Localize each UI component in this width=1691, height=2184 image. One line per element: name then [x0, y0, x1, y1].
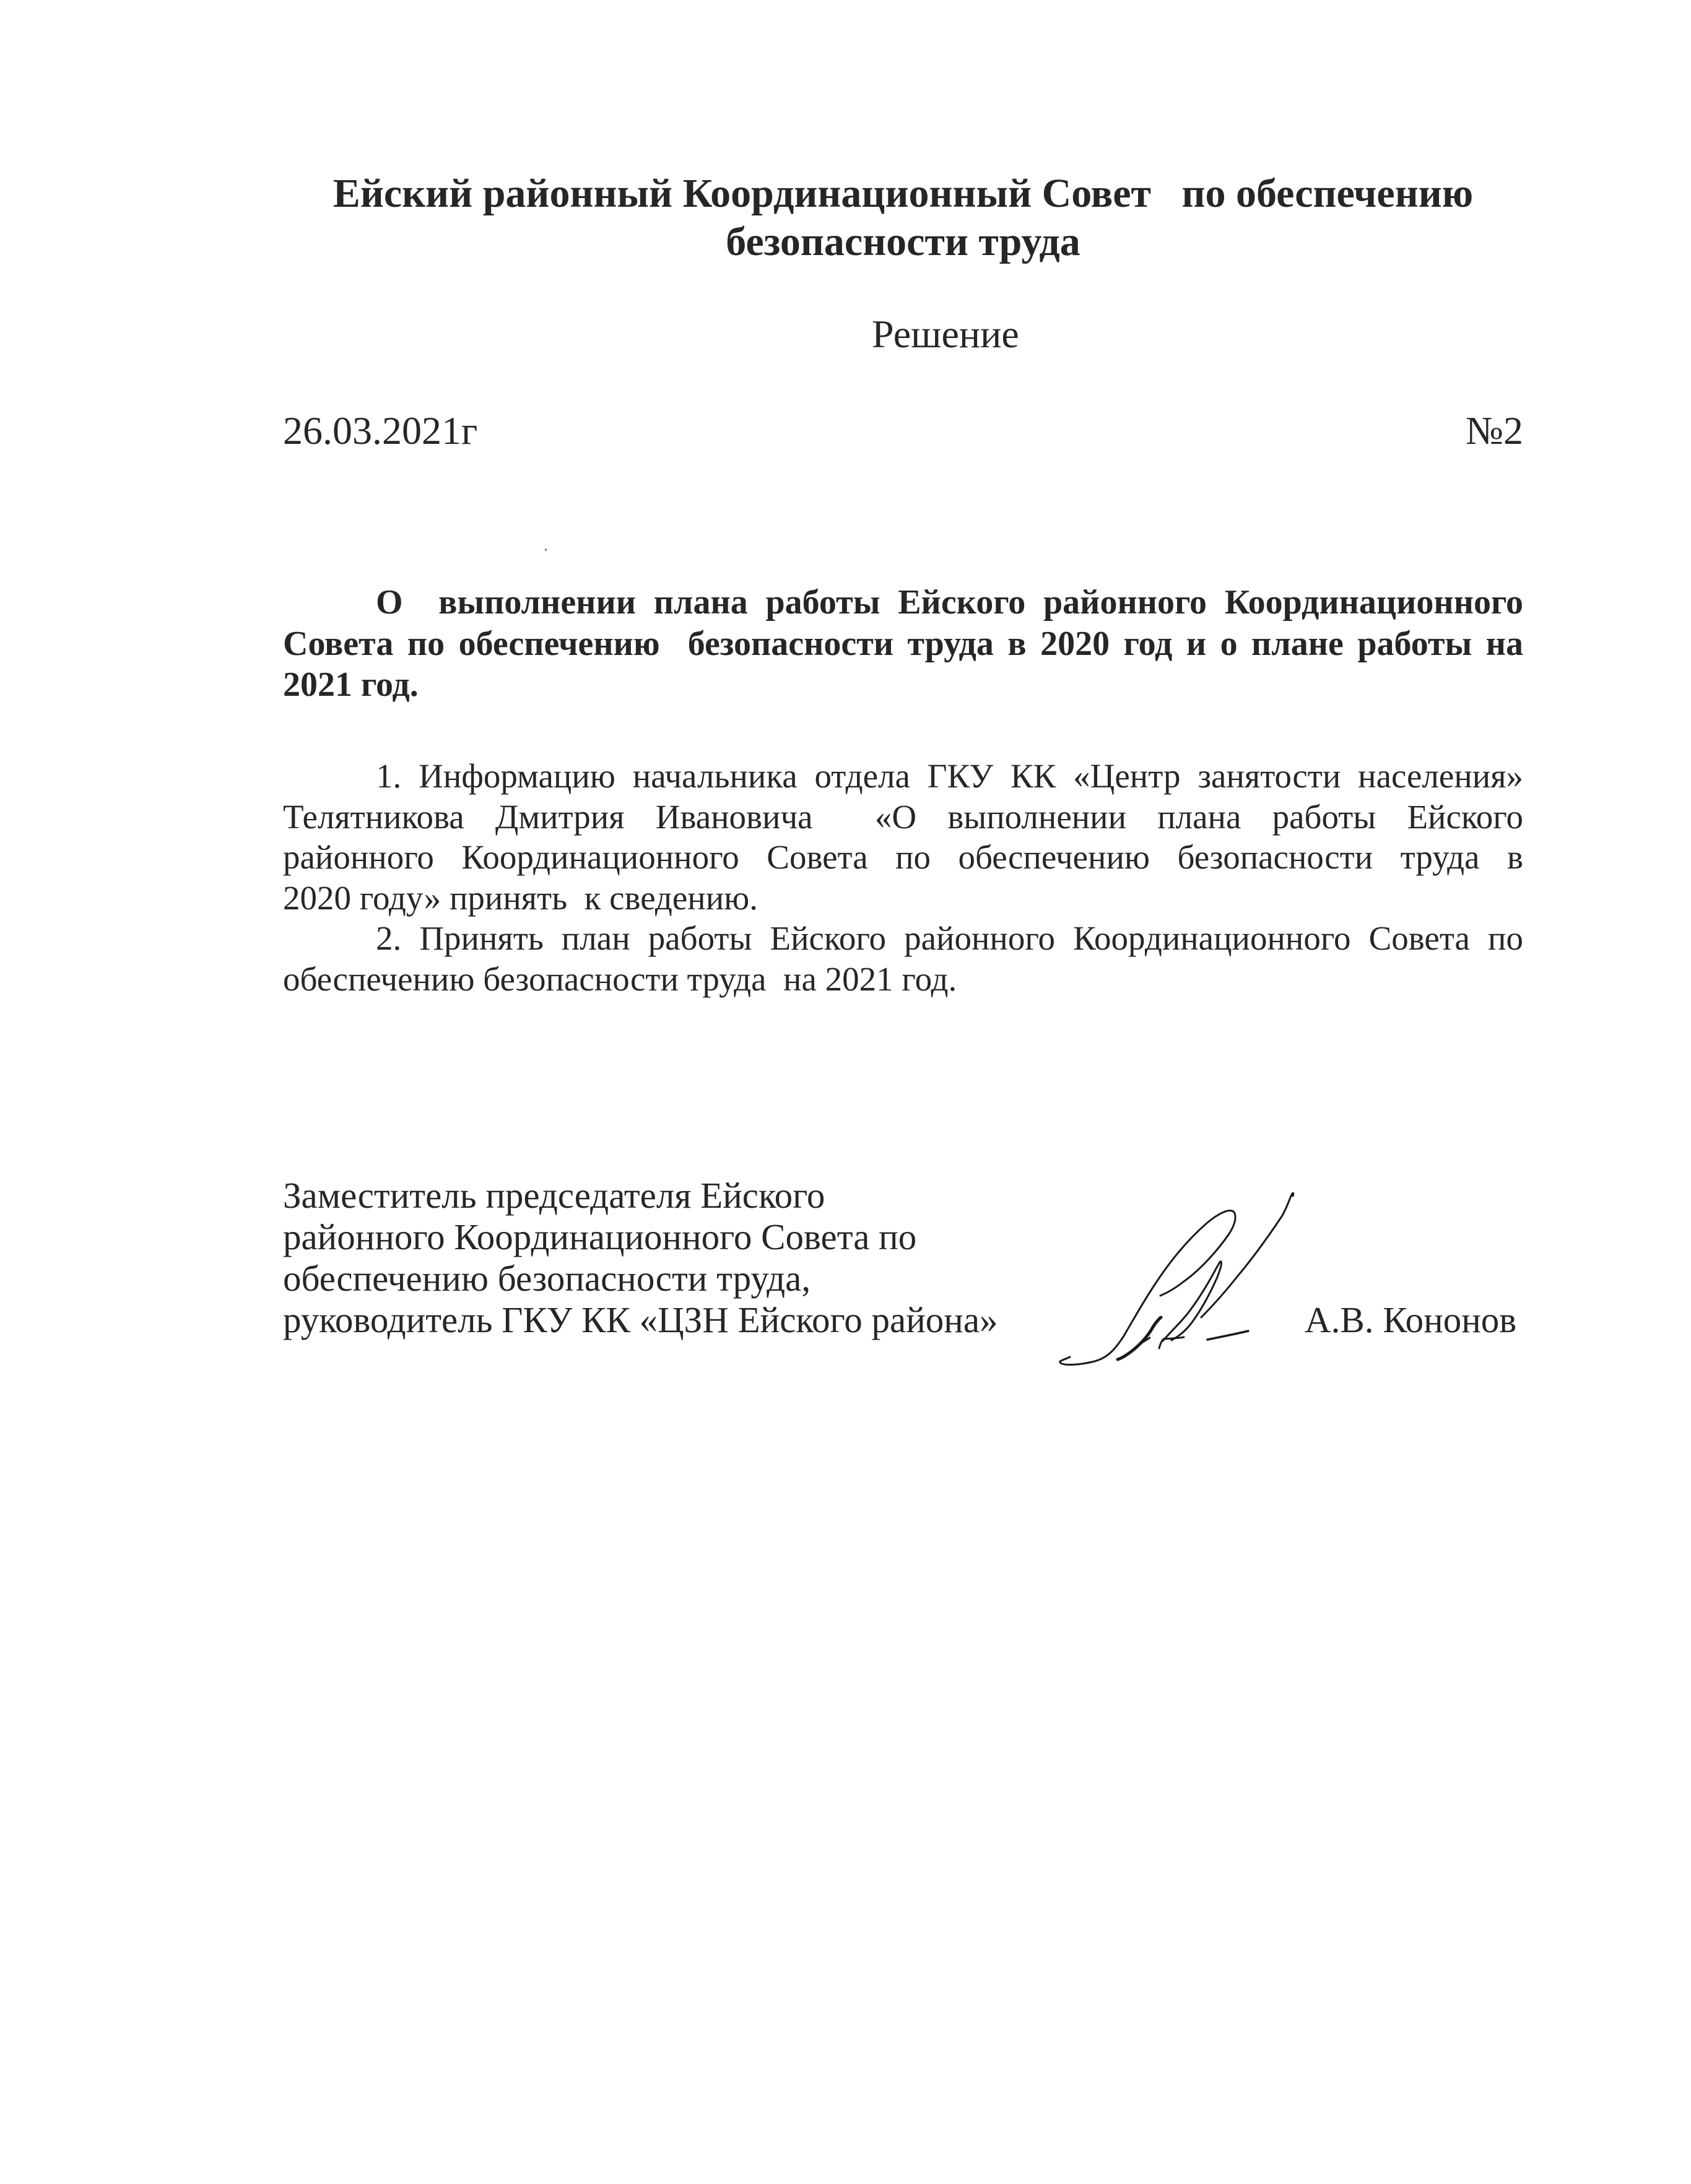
signature-stroke [1118, 1317, 1161, 1359]
signature-stroke [1159, 1337, 1184, 1348]
title-line: безопасности труда [726, 219, 1080, 264]
decision-body [283, 756, 1523, 999]
document-date: 26.03.2021г [283, 409, 478, 453]
position-line: Заместитель председателя Ейского [283, 1175, 825, 1216]
document-title [283, 170, 1523, 266]
body-line: обеспечению безопасности труда на 2021 год. [283, 960, 957, 998]
signatory-position [283, 1175, 998, 1341]
position-line: районного Координационного Совета по [283, 1216, 917, 1257]
signature-stroke [1201, 1193, 1293, 1317]
signature-stroke [1060, 1211, 1235, 1365]
position-line: руководитель ГКУ КК «ЦЗН Ейского района» [283, 1299, 998, 1340]
signatory-name: А.В. Кононов [1305, 1299, 1517, 1340]
body-line: 2020 году» принять к сведению. [283, 878, 758, 917]
body-line: 2. Принять план работы Ейского районного Координационного Совета по [376, 919, 1523, 957]
position-line: обеспечению безопасности труда, [283, 1258, 811, 1299]
subject-heading [283, 582, 1523, 706]
scan-speck [545, 548, 547, 551]
title-line: Ейский районный Координационный Совет по обеспечению [333, 171, 1474, 216]
subject-line: О выполнении плана работы Ейского районного Координационного [376, 583, 1523, 622]
document-number: №2 [1465, 409, 1523, 453]
date-number-row [283, 408, 1523, 454]
document-type: Решение [872, 312, 1019, 356]
body-line: районного Координационного Совета по обеспечению безопасности труда в [283, 838, 1523, 876]
signature-stroke [1207, 1331, 1248, 1340]
body-line: 1. Информацию начальника отдела ГКУ КК «Центр занятости населения» [376, 757, 1523, 795]
handwritten-signature [1022, 1151, 1331, 1399]
subject-line: 2021 год. [283, 665, 419, 704]
signature-stroke [1163, 1262, 1222, 1341]
subject-line: Совета по обеспечению безопасности труда в 2020 год и о плане работы на [283, 624, 1523, 663]
body-line: Телятникова Дмитрия Ивановича «О выполнении плана работы Ейского [283, 797, 1523, 836]
